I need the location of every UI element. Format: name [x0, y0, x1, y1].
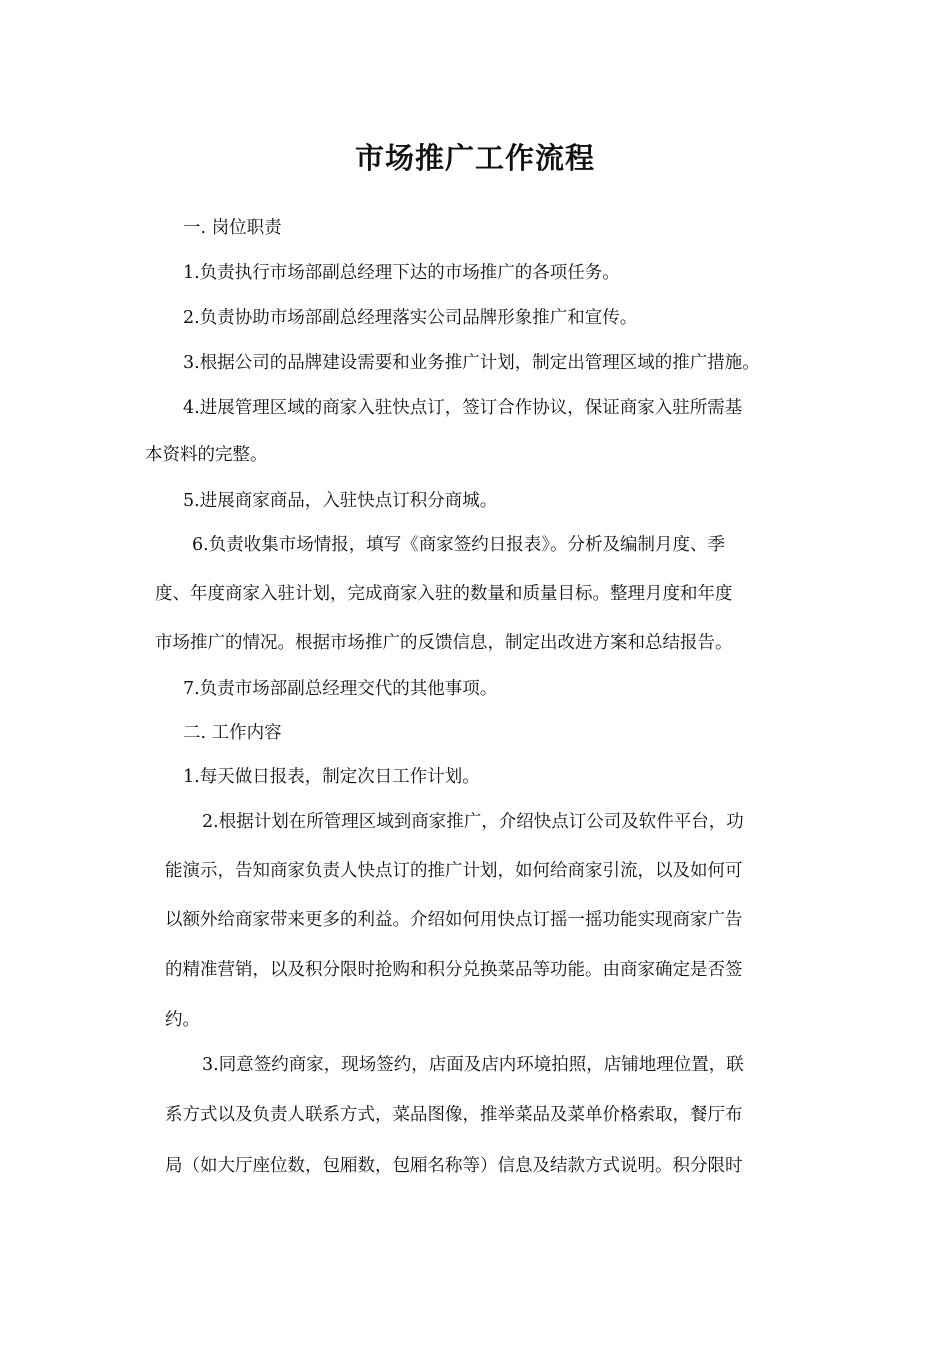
paragraph-line: 1.负责执行市场部副总经理下达的市场推广的各项任务。: [183, 263, 620, 283]
section-heading-work-content: 二. 工作内容: [183, 723, 282, 743]
paragraph-line: 3.同意签约商家，现场签约，店面及店内环境拍照，店铺地理位置，联: [202, 1055, 744, 1075]
paragraph-line: 3.根据公司的品牌建设需要和业务推广计划，制定出管理区域的推广措施。: [183, 353, 760, 373]
paragraph-line: 2.负责协助市场部副总经理落实公司品牌形象推广和宣传。: [183, 308, 638, 328]
paragraph-line: 1.每天做日报表，制定次日工作计划。: [183, 767, 480, 787]
paragraph-line: 约。: [165, 1010, 200, 1030]
paragraph-line: 以额外给商家带来更多的利益。介绍如何用快点订摇一摇功能实现商家广告: [165, 910, 743, 930]
paragraph-line: 本资料的完整。: [145, 445, 268, 465]
paragraph-line: 5.进展商家商品，入驻快点订积分商城。: [183, 491, 498, 511]
paragraph-line: 6.负责收集市场情报，填写《商家签约日报表》。分析及编制月度、季: [192, 535, 725, 555]
paragraph-line: 度、年度商家入驻计划，完成商家入驻的数量和质量目标。整理月度和年度: [155, 584, 733, 604]
paragraph-line: 的精准营销，以及积分限时抢购和积分兑换菜品等功能。由商家确定是否签: [165, 960, 743, 980]
section-heading-duties: 一. 岗位职责: [183, 218, 282, 238]
paragraph-line: 2.根据计划在所管理区域到商家推广，介绍快点订公司及软件平台，功: [202, 812, 744, 832]
paragraph-line: 能演示，告知商家负责人快点订的推广计划，如何给商家引流，以及如何可: [165, 861, 743, 881]
paragraph-line: 系方式以及负责人联系方式，菜品图像，推举菜品及菜单价格索取，餐厅布: [165, 1105, 743, 1125]
paragraph-line: 局（如大厅座位数，包厢数，包厢名称等）信息及结款方式说明。积分限时: [165, 1156, 743, 1176]
page-title: 市场推广工作流程: [354, 141, 595, 175]
paragraph-line: 4.进展管理区域的商家入驻快点订，签订合作协议，保证商家入驻所需基: [183, 398, 743, 418]
paragraph-line: 市场推广的情况。根据市场推广的反馈信息，制定出改进方案和总结报告。: [155, 633, 733, 653]
paragraph-line: 7.负责市场部副总经理交代的其他事项。: [183, 679, 498, 699]
